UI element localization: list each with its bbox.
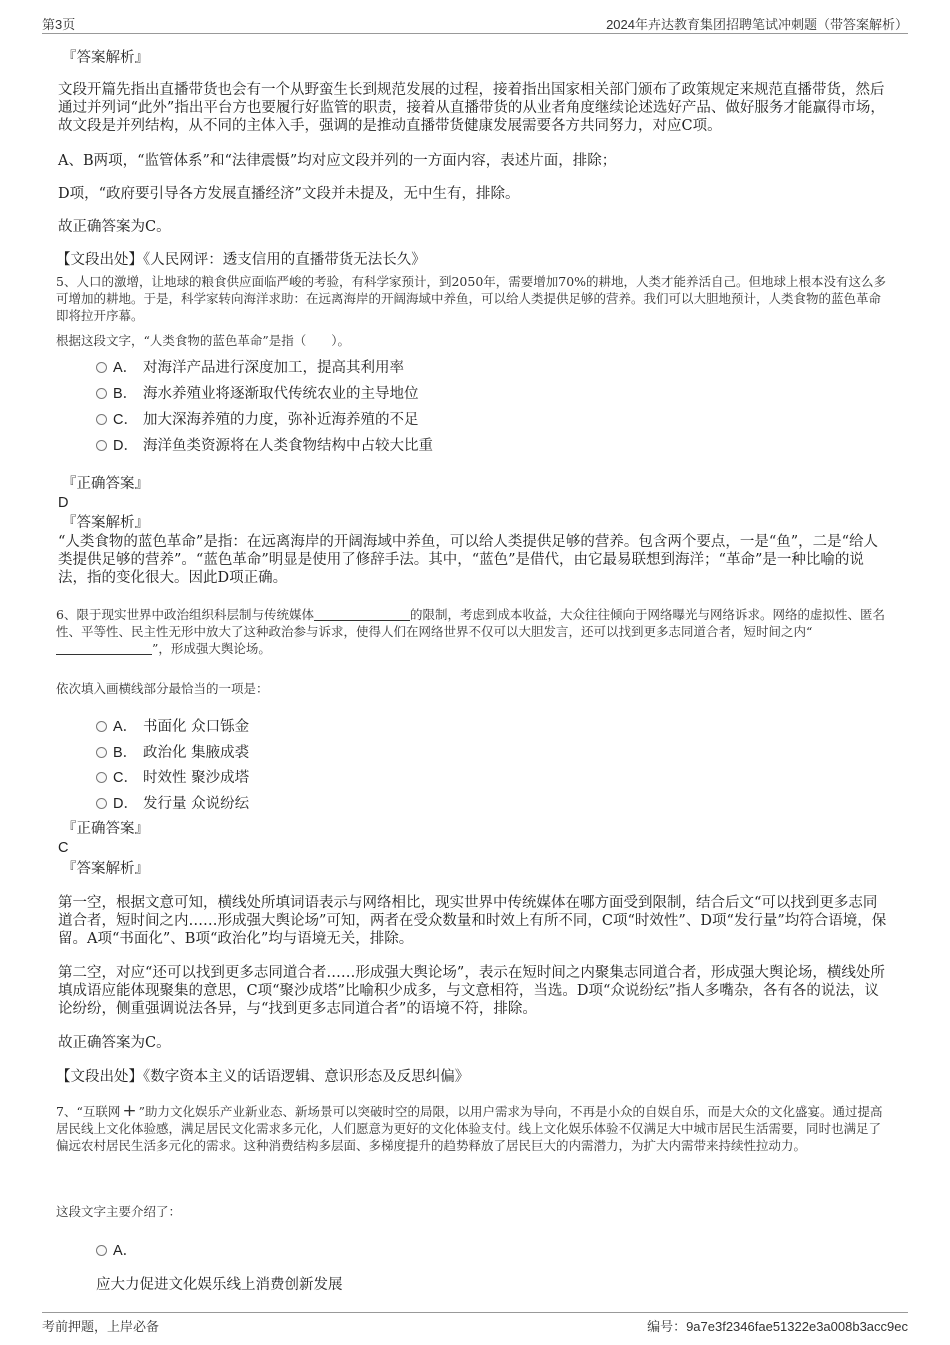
q5-option-b[interactable]: B． 海水养殖业将逐渐取代传统农业的主导地位 bbox=[96, 382, 419, 403]
q7-option-a-text: 应大力促进文化娱乐线上消费创新发展 bbox=[96, 1277, 343, 1293]
q7-stem: 7、“互联网 + ”助力文化娱乐产业新业态、新场景可以突破时空的局限，以用户需求为导向，不再是小众的自娱自乐，而是大众的文化盛宴。通过提高居民线上文化体验感，满足居民文化需求多元化，人们愿意为更好的文化体验支付。线上文化娱乐体验不仅满足大中城市居民生活需要，同时也满足了偏远农村居民生活多元化的需求。这种消费结构多层面、多梯度提升的趋势释放了居民巨大的内需潜力，为扩大内需带来持续性拉动力。 bbox=[56, 1101, 883, 1153]
document-title: 2024年卉达教育集团招聘笔试冲刺题（带答案解析） bbox=[606, 17, 908, 32]
radio-icon[interactable] bbox=[96, 388, 107, 399]
radio-icon[interactable] bbox=[96, 440, 107, 451]
q5-analysis-label: 『答案解析』 bbox=[62, 515, 149, 531]
q5-answer: D bbox=[58, 495, 69, 511]
q5-option-c[interactable]: C． 加大深海养殖的力度，弥补近海养殖的不足 bbox=[96, 408, 419, 429]
q5-option-a[interactable]: A． 对海洋产品进行深度加工，提高其利用率 bbox=[96, 356, 404, 377]
q4-analysis-label: 『答案解析』 bbox=[62, 50, 149, 66]
q6-option-d[interactable]: D． 发行量 众说纷纭 bbox=[96, 792, 249, 813]
radio-icon[interactable] bbox=[96, 772, 107, 783]
q6-option-c[interactable]: C． 时效性 聚沙成塔 bbox=[96, 766, 249, 787]
q6-analysis-conclusion: 故正确答案为C。 bbox=[58, 1035, 171, 1051]
q6-stem: 6、限于现实世界中政治组织科层制与传统媒体 的限制，考虑到成本收益，大众往往倾向于网络曝光与网络诉求。网络的虚拟性、匿名性、平等性、民主性无形中放大了这种政治参与诉求，使得人们在网络世界不仅可以大胆发言，还可以找到更多志同道合者，短时间之内“”，形成强大舆论场。 bbox=[56, 607, 885, 656]
q6-question: 依次填入画横线部分最恰当的一项是： bbox=[56, 681, 269, 696]
q5-analysis: “人类食物的蓝色革命”是指：在远离海岸的开阔海域中养鱼，可以给人类提供足够的营养。包含两个要点，一是“鱼”，二是“给人类提供足够的营养”。“蓝色革命”明显是使用了修辞手法。其中，“蓝色”是借代，由它最易联想到海洋；“革命”是一种比喻的说法，指的变化很大。因此D项正确。 bbox=[58, 534, 879, 586]
q4-analysis-p2: A、B两项，“监管体系”和“法律震慑”均对应文段并列的一方面内容，表述片面，排除； bbox=[58, 153, 617, 169]
q4-analysis-p1: 文段开篇先指出直播带货也会有一个从野蛮生长到规范发展的过程，接着指出国家相关部门颁布了政策规定来规范直播带货，然后通过并列词“此外”指出平台方也要履行好监管的职责，接着从直播带货的从业者角度继续论述选好产品、做好服务才能赢得市场，故文段是并列结构，从不同的主体入手，强调的是推动直播带货健康发展需要各方共同努力，对应C项。 bbox=[58, 82, 885, 134]
page-header bbox=[42, 14, 908, 34]
radio-icon[interactable] bbox=[96, 414, 107, 425]
radio-icon[interactable] bbox=[96, 747, 107, 758]
page-footer bbox=[42, 1312, 908, 1334]
plus-symbol: + bbox=[122, 1101, 137, 1121]
q6-blank-2 bbox=[56, 642, 152, 655]
q6-option-a[interactable]: A． 书面化 众口铄金 bbox=[96, 715, 249, 736]
q6-answer-label: 『正确答案』 bbox=[62, 821, 149, 837]
document-id: 编号：9a7e3f2346fae51322e3a008b3acc9ec bbox=[647, 1319, 908, 1334]
radio-icon[interactable] bbox=[96, 362, 107, 373]
q4-analysis-p3: D项，“政府要引导各方发展直播经济”文段并未提及，无中生有，排除。 bbox=[58, 186, 520, 202]
q5-question: 根据这段文字，“人类食物的蓝色革命”是指（ ）。 bbox=[56, 333, 351, 348]
q6-analysis-label: 『答案解析』 bbox=[62, 861, 149, 877]
q6-blank-1 bbox=[314, 608, 410, 621]
radio-icon[interactable] bbox=[96, 1245, 107, 1256]
q5-option-d[interactable]: D． 海洋鱼类资源将在人类食物结构中占较大比重 bbox=[96, 434, 433, 455]
q6-source: 【文段出处】《数字资本主义的话语逻辑、意识形态及反思纠偏》 bbox=[56, 1069, 470, 1085]
q6-analysis-p2: 第二空，对应“还可以找到更多志同道合者……形成强大舆论场”，表示在短时间之内聚集志同道合者，形成强大舆论场，横线处所填成语应能体现聚集的意思，C项“聚沙成塔”比喻积少成多，与文意相符，当选。D项“众说纷纭”指人多嘴杂，各有各的说法，议论纷纷，侧重强调说法各异，与“找到更多志同道合者”的语境不符，排除。 bbox=[58, 965, 885, 1017]
radio-icon[interactable] bbox=[96, 721, 107, 732]
q7-option-a[interactable]: A． bbox=[96, 1239, 143, 1260]
footer-slogan: 考前押题，上岸必备 bbox=[42, 1319, 160, 1334]
q4-analysis-conclusion: 故正确答案为C。 bbox=[58, 219, 171, 235]
radio-icon[interactable] bbox=[96, 798, 107, 809]
q6-analysis-p1: 第一空，根据文意可知，横线处所填词语表示与网络相比，现实世界中传统媒体在哪方面受到限制，结合后文“可以找到更多志同道合者，短时间之内……形成强大舆论场”可知，两者在受众数量和时效上有所不同，C项“时效性”、D项“发行量”均符合语境，保留。A项“书面化”、B项“政治化”均与语境无关，排除。 bbox=[58, 895, 887, 947]
q7-question: 这段文字主要介绍了： bbox=[56, 1204, 182, 1219]
page-number: 第3页 bbox=[42, 17, 76, 32]
q5-answer-label: 『正确答案』 bbox=[62, 476, 149, 492]
q6-answer: C bbox=[58, 840, 69, 856]
q6-option-b[interactable]: B． 政治化 集腋成裘 bbox=[96, 741, 249, 762]
q4-source: 【文段出处】《人民网评：透支信用的直播带货无法长久》 bbox=[56, 252, 426, 268]
q5-stem: 5、人口的激增，让地球的粮食供应面临严峻的考验，有科学家预计，到2050年，需要增加70%的耕地，人类才能养活自己。但地球上根本没有这么多可增加的耕地。于是，科学家转向海洋求助：在远离海岸的开阔海域中养鱼，可以给人类提供足够的营养。我们可以大胆地预计，人类食物的蓝色革命即将拉开序幕。 bbox=[56, 274, 887, 323]
